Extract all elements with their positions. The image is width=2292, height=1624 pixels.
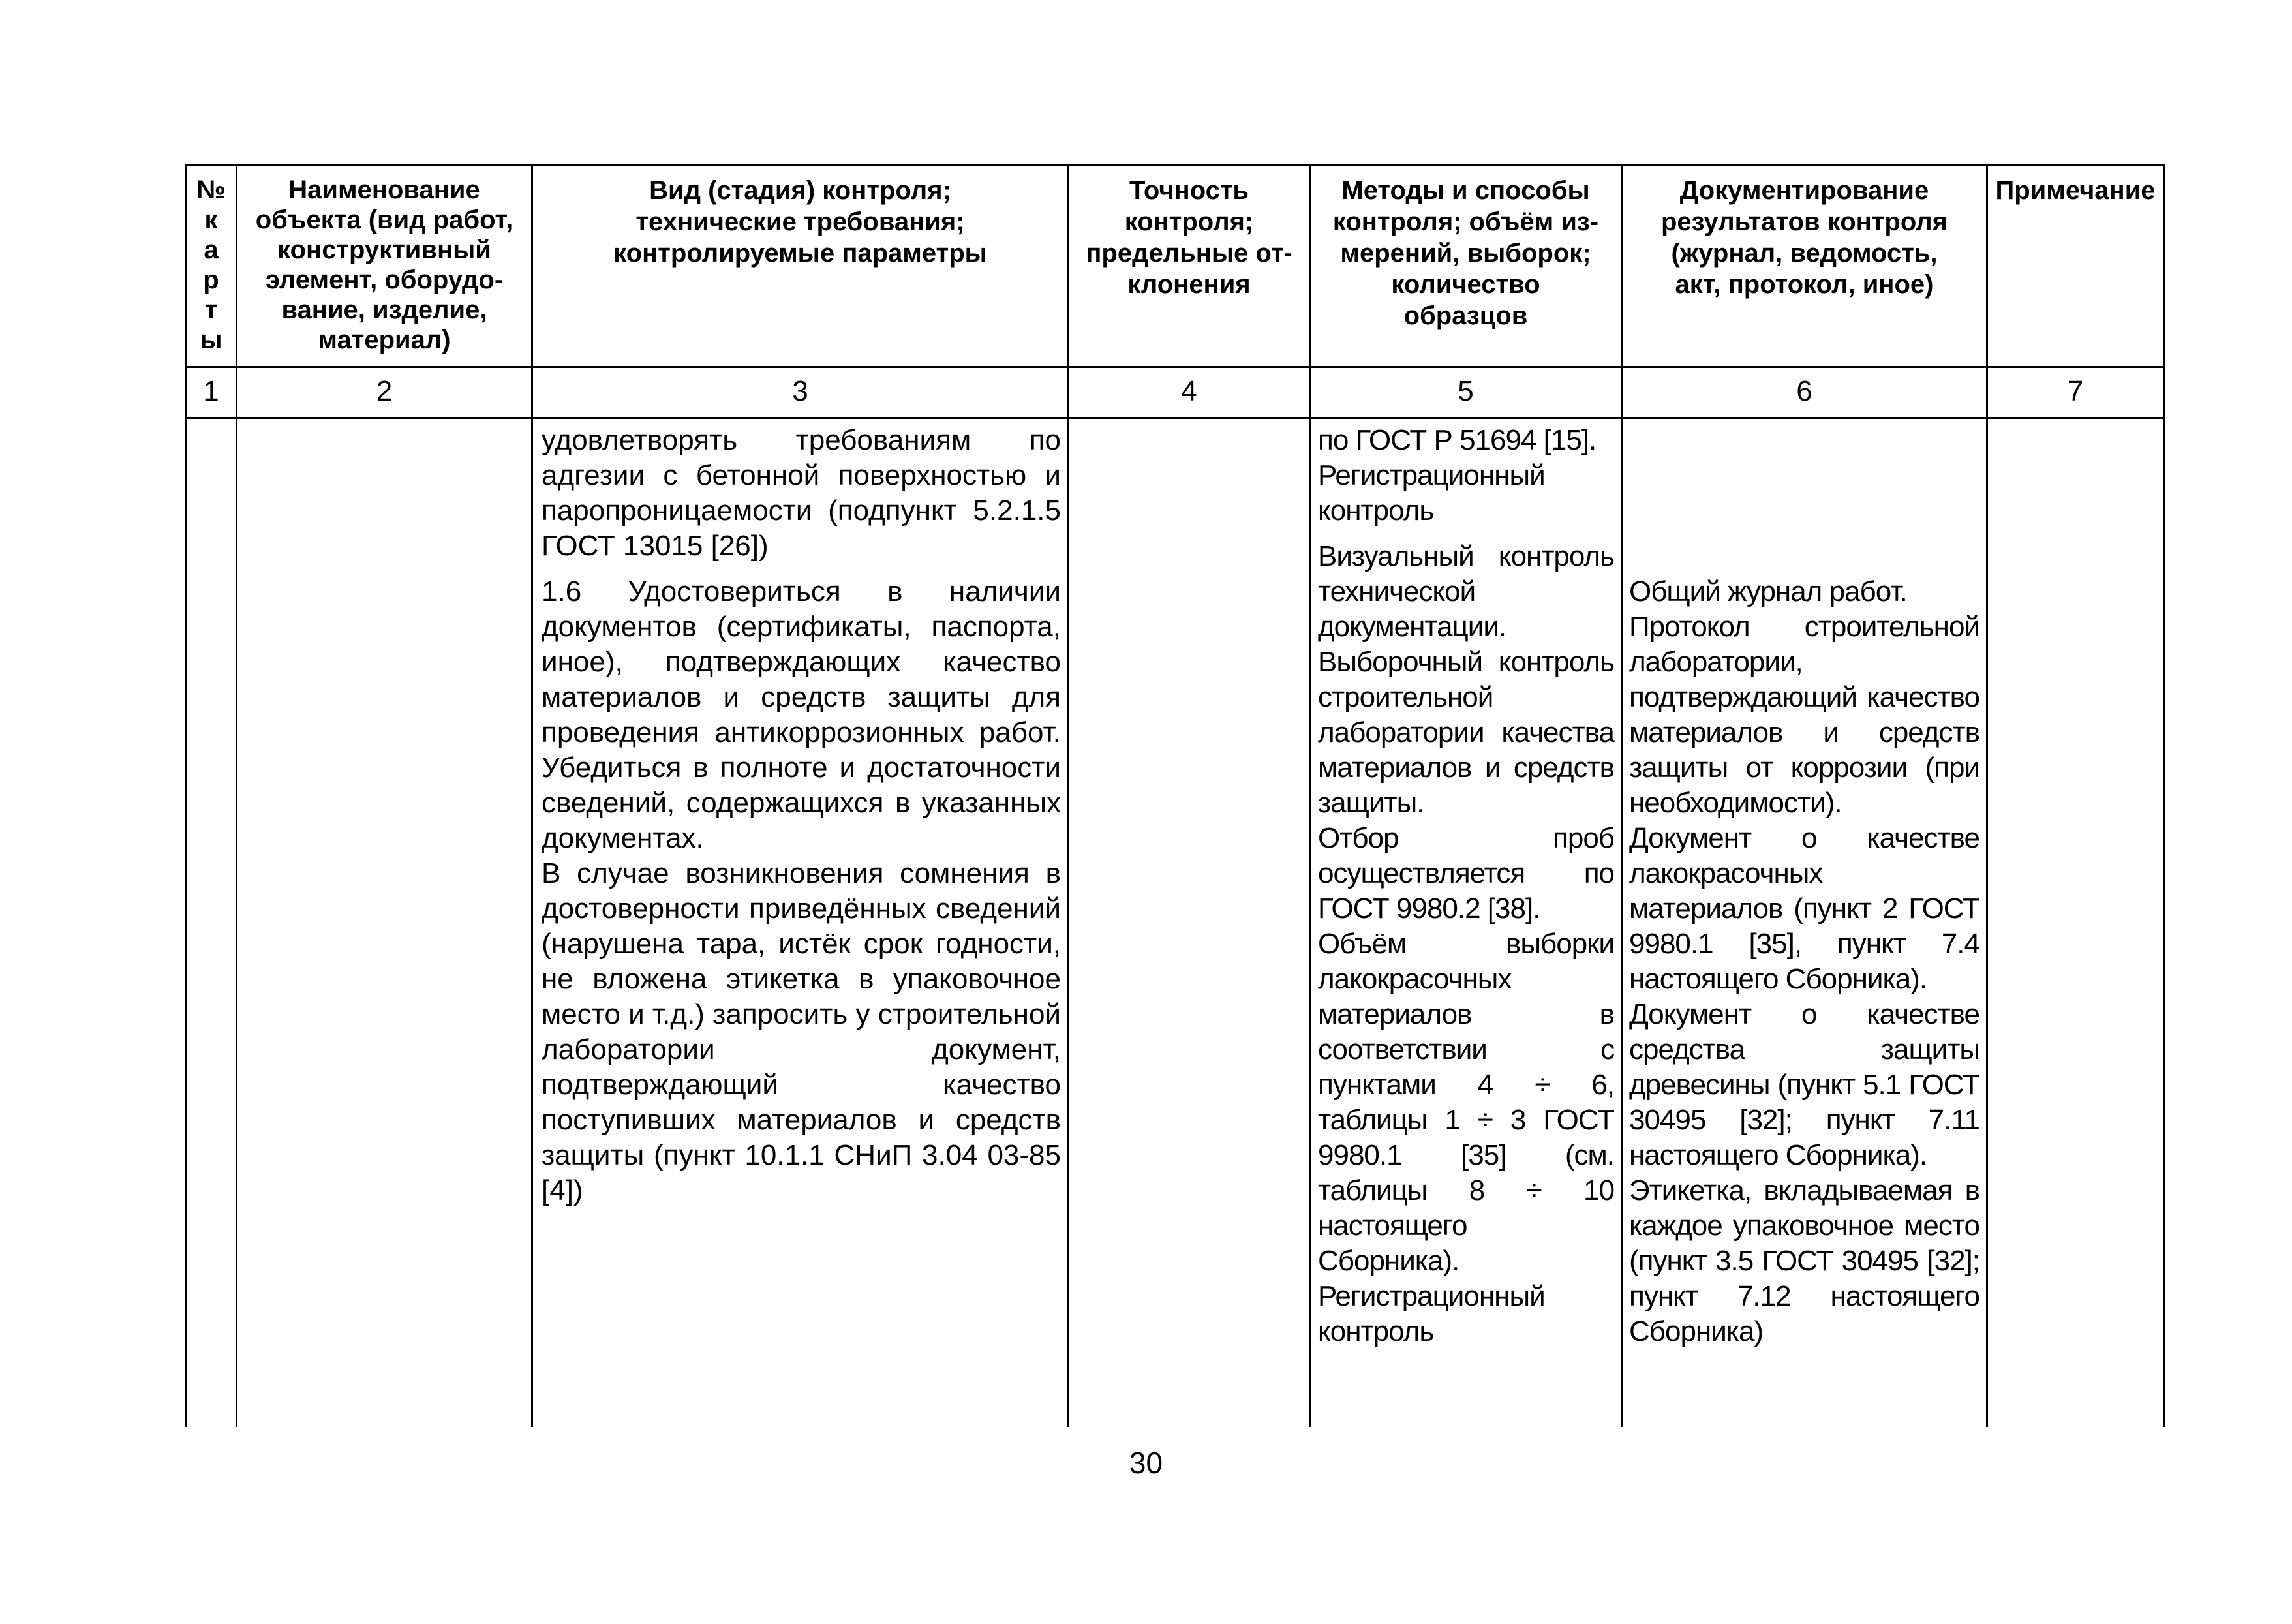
- method-paragraph: Регистрационный контроль: [1318, 459, 1545, 527]
- header-line: мерений, выборок;: [1340, 239, 1591, 268]
- column-number: 2: [376, 375, 393, 407]
- header-documentation: [1623, 175, 1986, 300]
- header-card-number: [187, 175, 236, 355]
- page-number: 30: [1129, 1446, 1163, 1480]
- header-methods: [1311, 175, 1621, 331]
- header-line: объекта (вид работ,: [255, 206, 513, 234]
- header-line: а: [204, 236, 219, 264]
- header-line: Точность: [1129, 176, 1249, 205]
- column-number: 3: [792, 375, 808, 407]
- header-line: контроля; объём из-: [1332, 207, 1599, 236]
- header-line: количество: [1391, 270, 1540, 299]
- header-note: [1988, 175, 2163, 206]
- column-number: 5: [1458, 375, 1474, 407]
- header-line: технические требования;: [635, 207, 965, 236]
- header-object-name: [237, 175, 531, 355]
- method-paragraph: Визуальный контроль технической документации.: [1318, 540, 1614, 643]
- documentation-paragraph: Этикетка, вкладываемая в каждое упаковочное место (пункт 3.5 ГОСТ 30495 [32]; пункт 7.12 настоящего Сборника): [1629, 1174, 1979, 1347]
- header-line: №: [196, 176, 226, 204]
- documentation-paragraph: Общий журнал работ.: [1629, 575, 1907, 607]
- documentation-paragraph: Документ о качестве средства защиты древесины (пункт 5.1 ГОСТ 30495 [32]; пункт 7.11 настоящего Сборника).: [1629, 998, 1979, 1171]
- column-number: 4: [1181, 375, 1197, 407]
- header-accuracy: [1069, 175, 1309, 300]
- col-border-4: [1309, 164, 1311, 1427]
- col-border-6: [1986, 164, 1988, 1427]
- header-line: результатов контроля: [1660, 207, 1948, 236]
- header-control-type: [533, 175, 1067, 269]
- header-line: (журнал, ведомость,: [1671, 239, 1938, 268]
- header-line: вание, изделие,: [281, 296, 487, 324]
- header-bottom-border: [185, 366, 2165, 368]
- header-line: к: [204, 206, 218, 234]
- column-number: 1: [203, 375, 219, 407]
- documentation-text: [1629, 574, 1979, 1349]
- table-top-border: [185, 164, 2165, 166]
- header-line: Методы и способы: [1341, 176, 1590, 205]
- method-paragraph: по ГОСТ Р 51694 [15].: [1318, 424, 1597, 456]
- number-row-bottom-border: [185, 417, 2165, 419]
- header-line: контролируемые параметры: [613, 239, 987, 268]
- header-line: Примечание: [1995, 176, 2156, 205]
- header-line: элемент, оборудо-: [265, 266, 504, 294]
- header-line: акт, протокол, иное): [1675, 270, 1934, 299]
- method-paragraph: Объём выборки лакокрасочных материалов в соответствии с пунктами 4 ÷ 6, таблицы 1 ÷ 3 ГОСТ 9980.1 [35] (см. таблицы 8 ÷ 10 настоящего Сборника).: [1318, 928, 1614, 1277]
- header-line: т: [204, 296, 218, 324]
- requirement-paragraph: удовлетворять требованиям по адгезии с бетонной поверхностью и паропроницаемости (подпункт 5.2.1.5 ГОСТ 13015 [26]): [542, 424, 1061, 562]
- requirement-paragraph: В случае возникновения сомнения в достоверности приведённых сведений (нарушена тара, истёк срок годности, не вложена этикетка в упаковочное место и т.д.) запросить у строительной лаборатории документ, подтверждающий качество поступивших материалов и средств защиты (пункт 10.1.1 СНиП 3.04 03-85 [4]): [542, 857, 1061, 1206]
- col-border-5: [1621, 164, 1623, 1427]
- header-line: Вид (стадия) контроля;: [649, 176, 951, 205]
- header-line: предельные от-: [1086, 239, 1292, 268]
- header-line: конструктивный: [277, 236, 491, 264]
- documentation-paragraph: Протокол строительной лаборатории, подтверждающий качество материалов и средств защиты от коррозии (при необходимости).: [1629, 611, 1979, 819]
- header-line: клонения: [1127, 270, 1251, 299]
- header-line: ы: [200, 326, 222, 354]
- col-border-2: [531, 164, 533, 1427]
- header-line: образцов: [1403, 301, 1528, 330]
- documentation-paragraph: Документ о качестве лакокрасочных материалов (пункт 2 ГОСТ 9980.1 [35], пункт 7.4 настоящего Сборника).: [1629, 822, 1979, 995]
- column-number: 7: [2067, 375, 2084, 407]
- method-paragraph: Отбор проб осуществляется по ГОСТ 9980.2 [38].: [1318, 822, 1614, 925]
- control-methods-text: [1318, 423, 1614, 1349]
- requirement-paragraph: 1.6 Удостовериться в наличии документов (сертификаты, паспорта, иное), подтверждающих качество материалов и средств защиты для проведения антикоррозионных работ. Убедиться в полноте и достаточности сведений, содержащихся в указанных документах.: [542, 575, 1061, 854]
- header-line: Наименование: [288, 176, 480, 204]
- control-requirements-text: [542, 423, 1061, 1208]
- col-border-7: [2163, 164, 2165, 1427]
- header-line: Документирование: [1679, 176, 1929, 205]
- header-line: р: [203, 266, 219, 294]
- method-paragraph: Регистрационный контроль: [1318, 1280, 1545, 1347]
- header-line: контроля;: [1124, 207, 1254, 236]
- method-paragraph: Выборочный контроль строительной лаборатории качества материалов и средств защиты.: [1318, 646, 1614, 819]
- header-line: материал): [318, 326, 451, 354]
- col-border-3: [1067, 164, 1069, 1427]
- column-number: 6: [1796, 375, 1812, 407]
